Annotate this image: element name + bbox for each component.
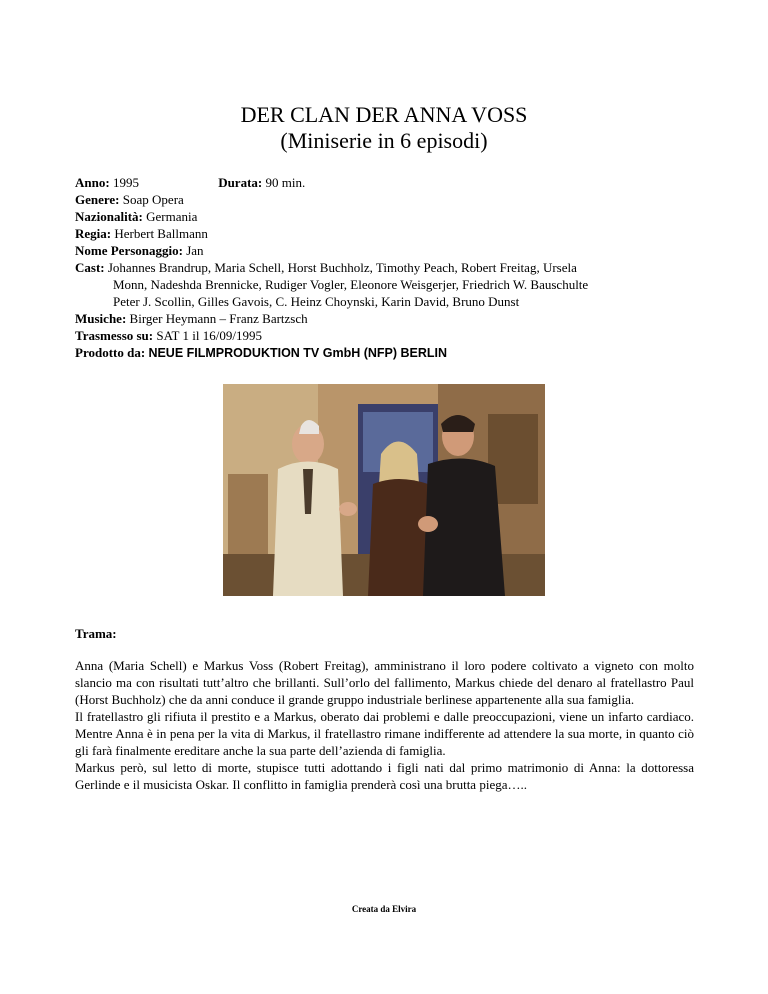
trama-heading: Trama: — [75, 626, 117, 641]
cast-line-1: Johannes Brandrup, Maria Schell, Horst Buchholz, Timothy Peach, Robert Freitag, Ursela — [107, 260, 577, 275]
trasmesso-value: SAT 1 il 16/09/1995 — [156, 328, 262, 343]
personaggio-value: Jan — [186, 243, 204, 258]
info-block — [75, 174, 705, 362]
anno-label: Anno: — [75, 175, 110, 190]
plot-paragraph-2: Il fratellastro gli rifiuta il prestito e a Markus, oberato dai problemi e dalle preoccupazioni, viene un infarto cardiaco. Mentre Anna è in pena per la vita di Markus, il fratellastro rimane indifferente ad attendere la sua morte, in quanto ciò gli farà finalmente ereditare anche la sua parte dell’azienda di famiglia. — [75, 709, 694, 758]
cast-line-3: Peter J. Scollin, Gilles Gavois, C. Heinz Choynski, Karin David, Bruno Dunst — [113, 294, 520, 309]
nazionalita-row — [75, 208, 705, 225]
trasmesso-label: Trasmesso su: — [75, 328, 154, 343]
musiche-row — [75, 310, 705, 327]
nazionalita-value: Germania — [146, 209, 198, 224]
footer-credit: Creata da Elvira — [351, 904, 417, 914]
cast-line-2: Monn, Nadeshda Brennicke, Rudiger Vogler, Eleonore Weisgerjer, Friedrich W. Bauschulte — [113, 277, 589, 292]
genere-label: Genere: — [75, 192, 120, 207]
scene-photo-illustration — [223, 384, 545, 596]
regia-label: Regia: — [75, 226, 112, 241]
prodotto-row — [75, 344, 705, 362]
page-title: DER CLAN DER ANNA VOSS — [240, 102, 528, 127]
regia-value: Herbert Ballmann — [114, 226, 208, 241]
personaggio-row — [75, 242, 705, 259]
genere-row — [75, 191, 705, 208]
trasmesso-row — [75, 327, 705, 344]
prodotto-value: NEUE FILMPRODUKTION TV GmbH (NFP) BERLIN — [148, 346, 448, 360]
scene-photo — [223, 384, 545, 596]
personaggio-label: Nome Personaggio: — [75, 243, 183, 258]
cast-label: Cast: — [75, 260, 105, 275]
genere-value: Soap Opera — [122, 192, 184, 207]
page-subtitle: (Miniserie in 6 episodi) — [280, 128, 488, 153]
cast-row — [75, 259, 705, 276]
musiche-label: Musiche: — [75, 311, 127, 326]
prodotto-label: Prodotto da: — [75, 345, 146, 360]
plot-text — [75, 657, 694, 793]
durata-label: Durata: — [218, 175, 263, 190]
plot-paragraph-1: Anna (Maria Schell) e Markus Voss (Robert Freitag), amministrano il loro podere coltivato a vigneto con molto slancio ma con risultati tutt’altro che brillanti. Sull’orlo del fallimento, Markus chiede del denaro al fratellastro Paul (Horst Buchholz) che da anni conduce il grande gruppo industriale berlinese appartenente alla sua famiglia. — [75, 658, 694, 707]
regia-row — [75, 225, 705, 242]
anno-row — [75, 174, 705, 191]
anno-value: 1995 — [112, 175, 139, 190]
plot-paragraph-3: Markus però, sul letto di morte, stupisce tutti adottando i figli nati dal primo matrimonio di Anna: la dottoressa Gerlinde e il musicista Oskar. Il conflitto in famiglia prenderà così una brutta piega….. — [75, 760, 694, 792]
durata-value: 90 min. — [265, 175, 306, 190]
nazionalita-label: Nazionalità: — [75, 209, 143, 224]
musiche-value: Birger Heymann – Franz Bartzsch — [129, 311, 308, 326]
